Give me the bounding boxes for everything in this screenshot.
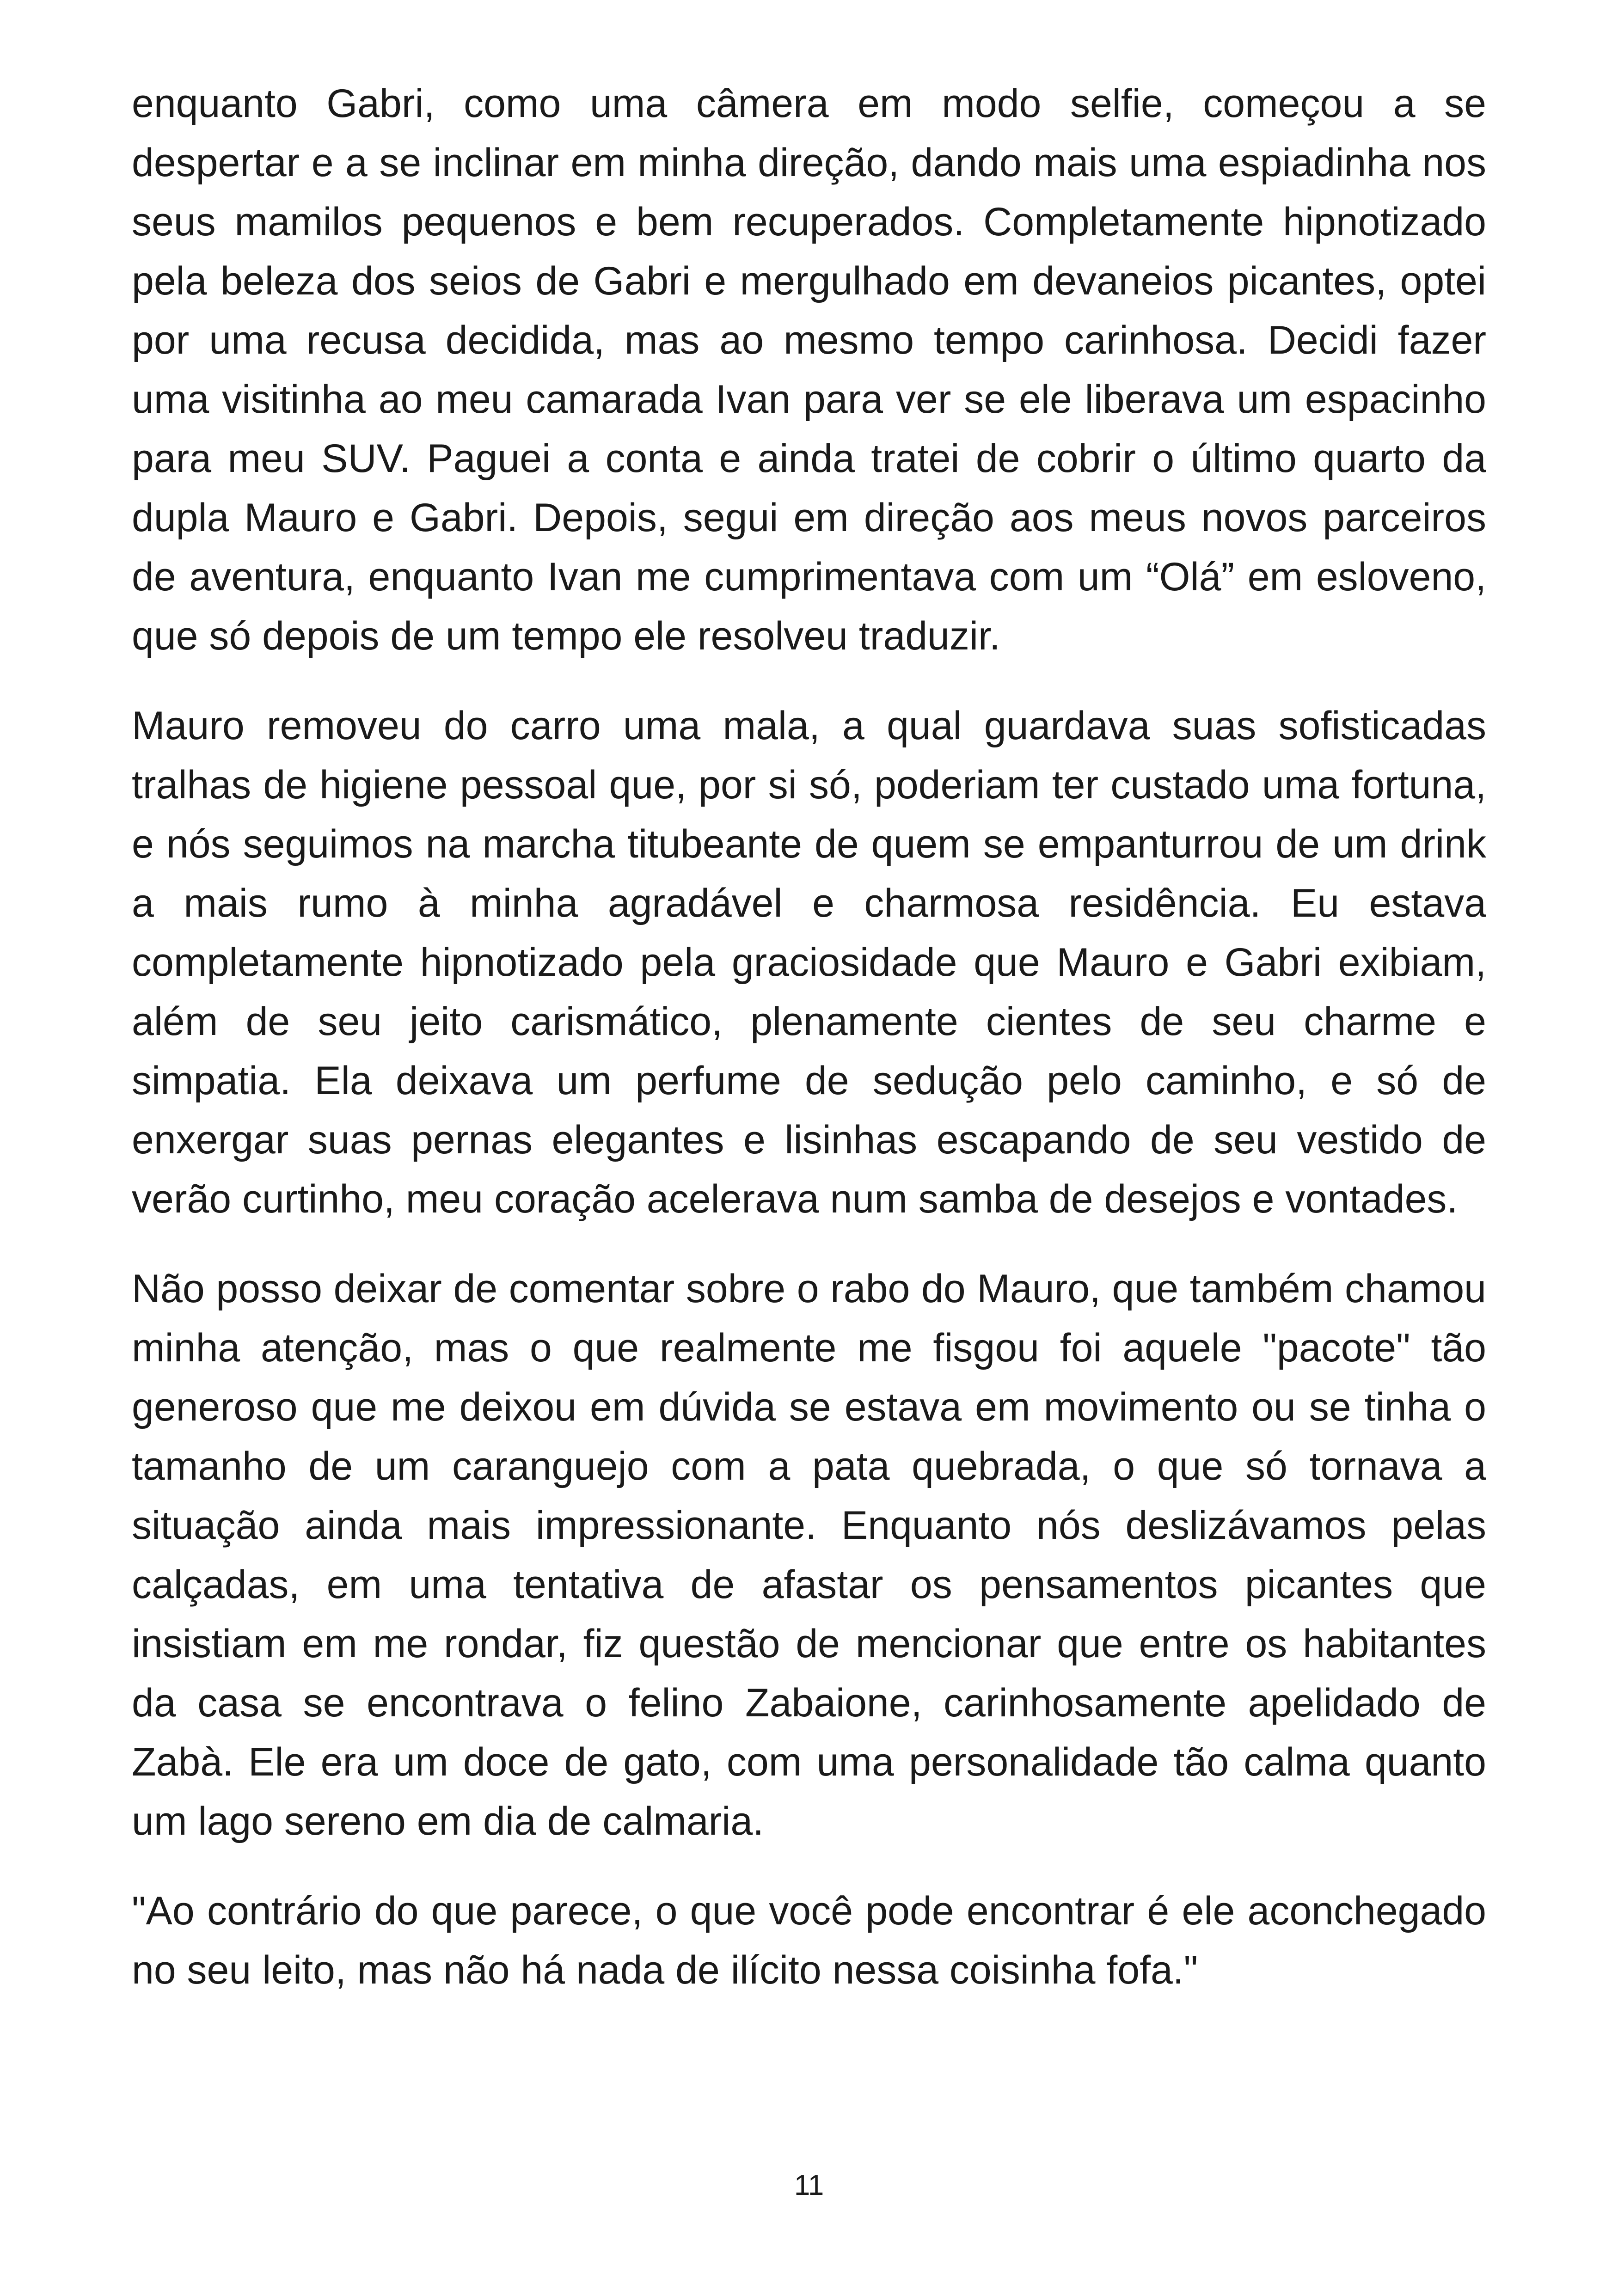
body-text [132, 74, 1486, 2000]
paragraph-3: Não posso deixar de comentar sobre o rabo do Mauro, que também chamou minha atenção, mas o que realmente me fisgou foi aquele "pacote" tão generoso que me deixou em dúvida se estava em movimento ou se tinha o tamanho de um caranguejo com a pata quebrada, o que só tornava a situação ainda mais impressionante. Enquanto nós deslizávamos pelas calçadas, em uma tentativa de afastar os pensamentos picantes que insistiam em me rondar, fiz questão de mencionar que entre os habitantes da casa se encontrava o felino Zabaione, carinhosamente apelidado de Zabà. Ele era um doce de gato, com uma personalidade tão calma quanto um lago sereno em dia de calmaria. [132, 1267, 1486, 1843]
paragraph-1: enquanto Gabri, como uma câmera em modo selfie, começou a se despertar e a se inclinar em minha direção, dando mais uma espiadinha nos seus mamilos pequenos e bem recuperados. Completamente hipnotizado pela beleza dos seios de Gabri e mergulhado em devaneios picantes, optei por uma recusa decidida, mas ao mesmo tempo carinhosa. Decidi fazer uma visitinha ao meu camarada Ivan para ver se ele liberava um espacinho para meu SUV. Paguei a conta e ainda tratei de cobrir o último quarto da dupla Mauro e Gabri. Depois, segui em direção aos meus novos parceiros de aventura, enquanto Ivan me cumprimentava com um “Olá” em esloveno, que só depois de um tempo ele resolveu traduzir. [132, 81, 1486, 658]
page-number: 11 [794, 2169, 824, 2201]
paragraph-4: "Ao contrário do que parece, o que você pode encontrar é ele aconchegado no seu leito, mas não há nada de ilícito nessa coisinha fofa." [132, 1889, 1486, 1992]
paragraph-2: Mauro removeu do carro uma mala, a qual guardava suas sofisticadas tralhas de higiene pessoal que, por si só, poderiam ter custado uma fortuna, e nós seguimos na marcha titubeante de quem se empanturrou de um drink a mais rumo à minha agradável e charmosa residência. Eu estava completamente hipnotizado pela graciosidade que Mauro e Gabri exibiam, além de seu jeito carismático, plenamente cientes de seu charme e simpatia. Ela deixava um perfume de sedução pelo caminho, e só de enxergar suas pernas elegantes e lisinhas escapando de seu vestido de verão curtinho, meu coração acelerava num samba de desejos e vontades. [132, 704, 1486, 1221]
